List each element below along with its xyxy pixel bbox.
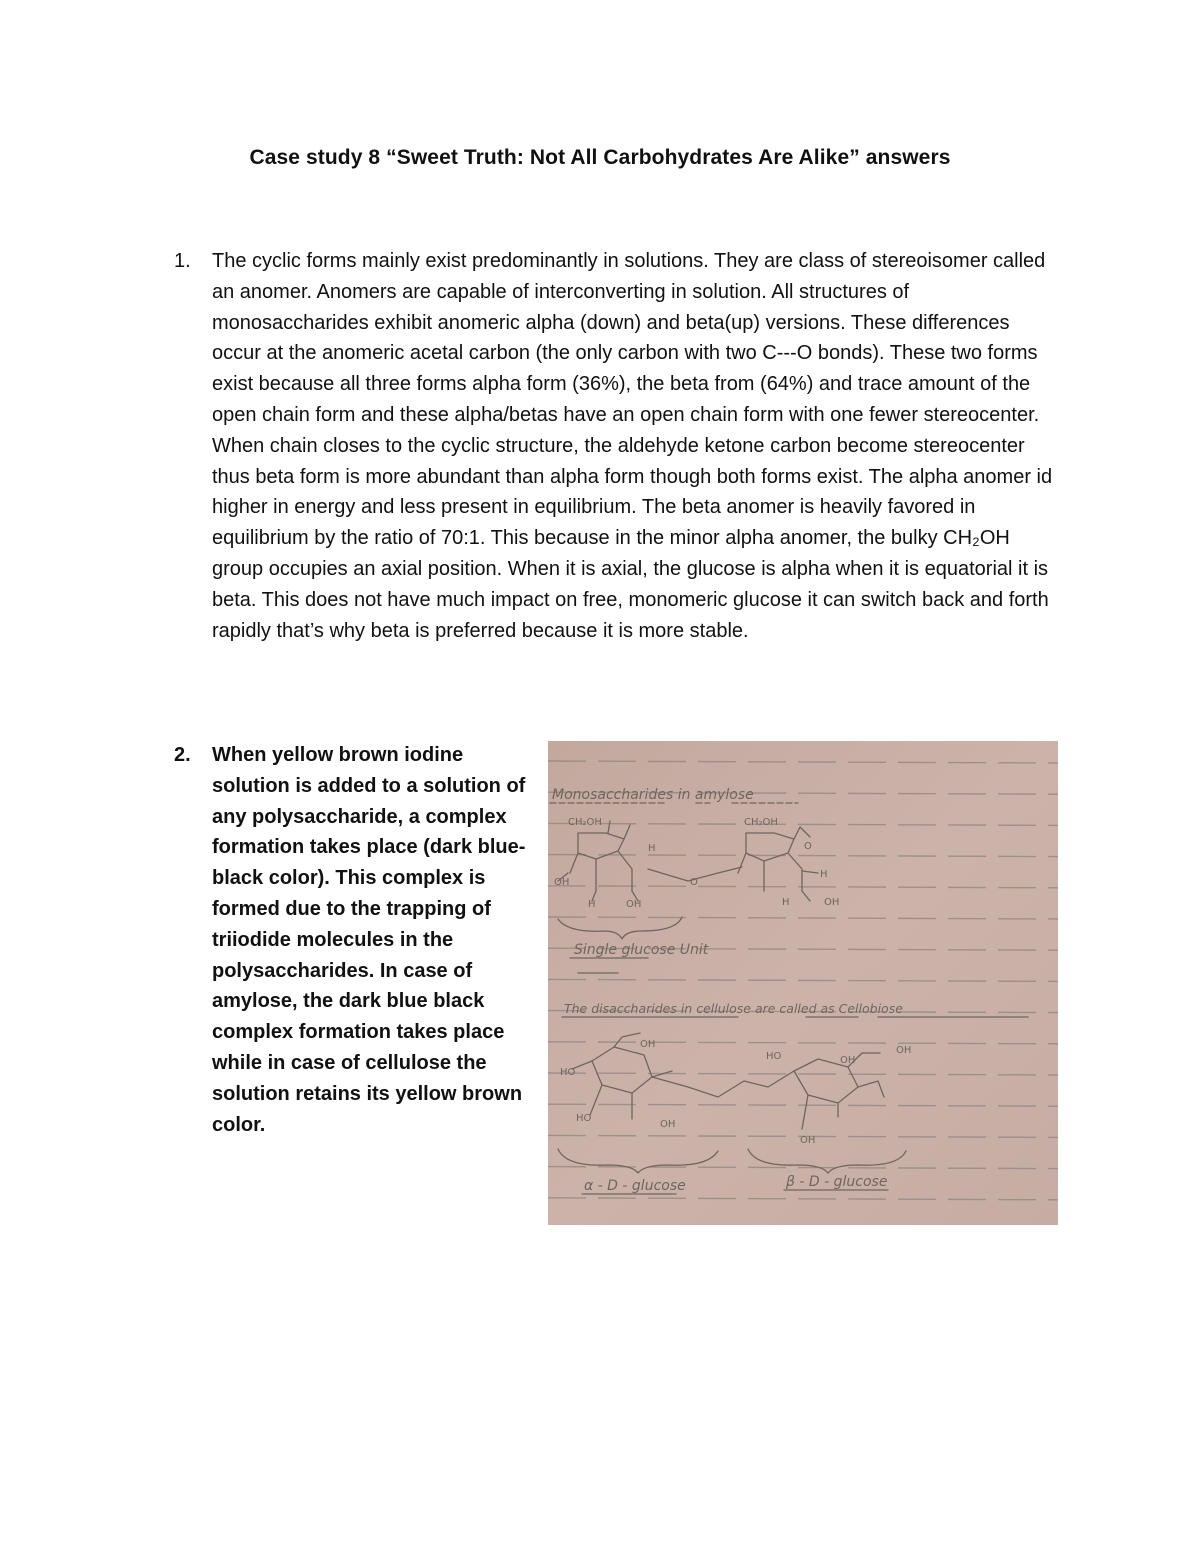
- answer-1: [174, 246, 1054, 646]
- handwritten-caption-1: Single glucose Unit: [574, 942, 709, 958]
- label-h-2: H: [648, 843, 656, 854]
- handwritten-heading-1: Monosaccharides in amylose: [552, 787, 754, 803]
- label-ch2oh-2: CH₂OH: [744, 817, 778, 828]
- label-oh-4: OH: [640, 1039, 656, 1050]
- document-title: Case study 8 “Sweet Truth: Not All Carbohydrates Are Alike” answers: [249, 146, 951, 169]
- handwritten-notes-photo: [548, 741, 1058, 1225]
- label-o-ring: O: [804, 841, 812, 852]
- label-ho-2: HO: [576, 1113, 592, 1124]
- answer-2-number: 2.: [174, 744, 191, 766]
- label-h-1: H: [588, 899, 596, 910]
- handwritten-heading-2: The disaccharides in cellulose are called as Cellobiose: [564, 1001, 903, 1016]
- answer-2-text: When yellow brown iodine solution is added to a solution of any polysaccharide, a complex formation takes place (dark blue-black color). This complex is formed due to the trapping of triiodide molecules in the polysaccharides. In case of amylose, the dark blue black complex formation takes place while in case of cellulose the solution retains its yellow brown color.: [212, 744, 526, 1136]
- handwritten-notes-drawing: [548, 741, 1058, 1225]
- handwritten-label-alpha: α - D - glucose: [584, 1178, 686, 1194]
- paper-background: [548, 741, 1058, 1225]
- label-oh-3: OH: [824, 897, 840, 908]
- label-h-3: H: [782, 897, 790, 908]
- label-o-link: O: [690, 877, 698, 888]
- label-oh-2: OH: [626, 899, 642, 910]
- answer-1-number: 1.: [174, 250, 191, 272]
- label-oh-8: OH: [800, 1135, 816, 1146]
- label-oh-7: OH: [896, 1045, 912, 1056]
- label-ho-1: HO: [560, 1067, 576, 1078]
- label-ho-3: HO: [766, 1051, 782, 1062]
- answer-1-text: The cyclic forms mainly exist predominantly in solutions. They are class of stereoisomer called an anomer. Anomers are capable of interconverting in solution. All structures of monosaccharides exhibit anomeric alpha (down) and beta(up) versions. These differences occur at the anomeric acetal carbon (the only carbon with two C---O bonds). These two forms exist because all three forms alpha form (36%), the beta from (64%) and trace amount of the open chain form and these alpha/betas have an open chain form with one fewer stereocenter. When chain closes to the cyclic structure, the aldehyde ketone carbon become stereocenter thus beta form is more abundant than alpha form though both forms exist. The alpha anomer id higher in energy and less present in equilibrium. The beta anomer is heavily favored in equilibrium by the ratio of 70:1. This because in the minor alpha anomer, the bulky CH₂OH group occupies an axial position. When it is axial, the glucose is alpha when it is equatorial it is beta. This does not have much impact on free, monomeric glucose it can switch back and forth rapidly that’s why beta is preferred because it is more stable.: [212, 250, 1053, 642]
- label-h-4: H: [820, 869, 828, 880]
- label-oh-6: OH: [840, 1055, 856, 1066]
- label-oh-1: OH: [554, 877, 570, 888]
- label-ch2oh-1: CH₂OH: [568, 817, 602, 828]
- label-oh-5: OH: [660, 1119, 676, 1130]
- answer-2: [174, 740, 534, 1140]
- handwritten-label-beta: β - D - glucose: [786, 1174, 888, 1190]
